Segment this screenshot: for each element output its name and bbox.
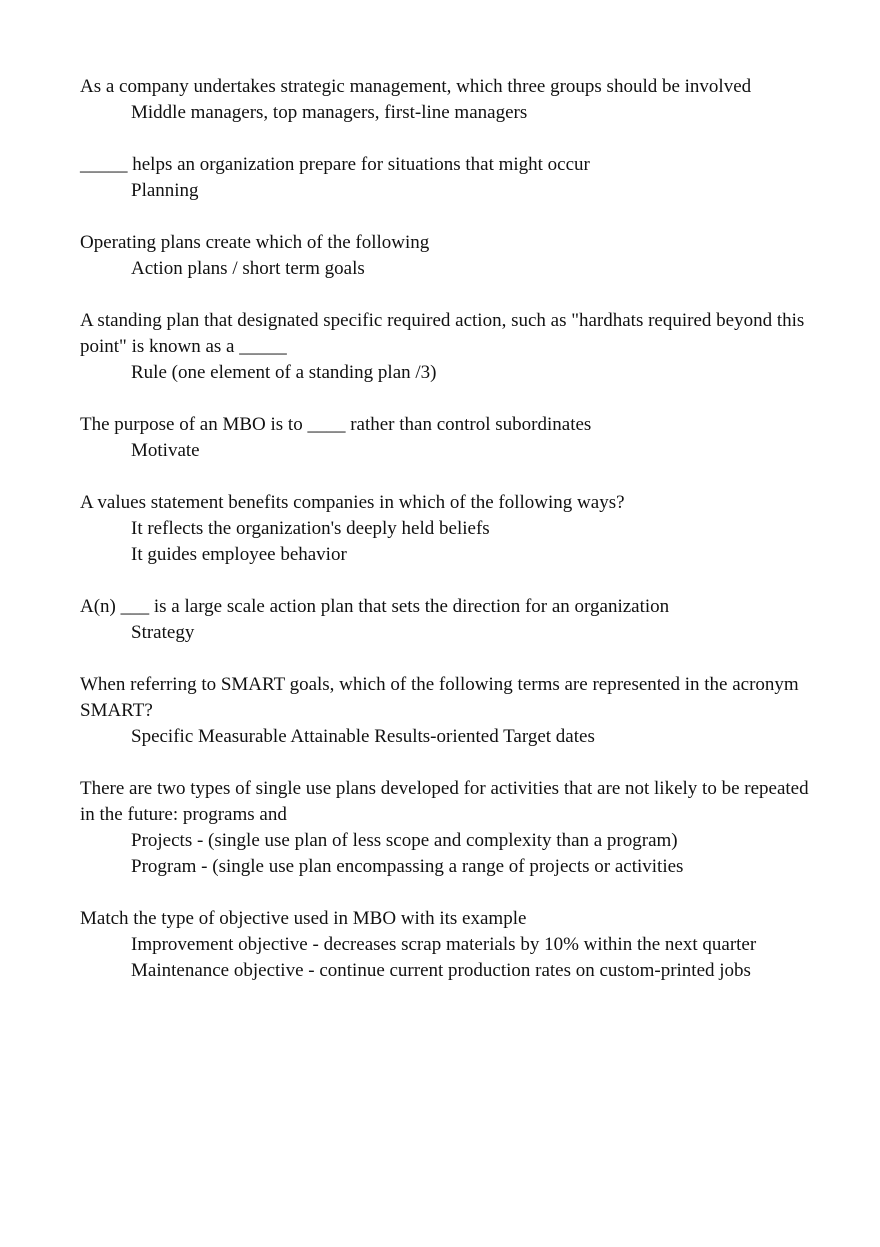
question-text: As a company undertakes strategic management, which three groups should be involved [80,76,752,97]
answer-text: It reflects the organization's deeply held beliefs [131,518,490,539]
qa-item-8 [80,672,820,750]
answer-text: It guides employee behavior [131,544,347,565]
qa-item-9 [80,776,820,880]
question-text: Operating plans create which of the following [80,232,430,253]
question-text: A values statement benefits companies in which of the following ways? [80,492,625,513]
qa-item-2 [80,152,820,204]
qa-item-4 [80,308,820,386]
qa-item-5 [80,412,820,464]
question-text: There are two types of single use plans developed for activities that are not likely to be repeated in the future: programs and [80,778,809,825]
answer-text: Motivate [131,440,200,461]
answer-text: Planning [131,180,199,201]
answer-text: Action plans / short term goals [131,258,365,279]
question-text: Match the type of objective used in MBO with its example [80,908,527,929]
qa-item-10 [80,906,820,984]
question-text: _____ helps an organization prepare for situations that might occur [80,154,590,175]
question-text: When referring to SMART goals, which of the following terms are represented in the acronym SMART? [80,674,799,721]
qa-item-6 [80,490,820,568]
answer-text: Projects - (single use plan of less scope and complexity than a program) [131,830,678,851]
question-text: A standing plan that designated specific required action, such as "hardhats required beyond this point" is known as a _____ [80,310,805,357]
qa-item-3 [80,230,820,282]
question-text: A(n) ___ is a large scale action plan that sets the direction for an organization [80,596,670,617]
answer-text: Rule (one element of a standing plan /3) [131,362,437,383]
qa-item-7 [80,594,820,646]
document-page [80,74,820,1010]
answer-text: Strategy [131,622,195,643]
answer-text: Middle managers, top managers, first-line managers [131,102,528,123]
answer-text: Program - (single use plan encompassing a range of projects or activities [131,856,684,877]
answer-text: Maintenance objective - continue current production rates on custom-printed jobs [131,960,751,981]
qa-item-1 [80,74,820,126]
answer-text: Improvement objective - decreases scrap materials by 10% within the next quarter [131,934,757,955]
question-text: The purpose of an MBO is to ____ rather than control subordinates [80,414,592,435]
answer-text: Specific Measurable Attainable Results-oriented Target dates [131,726,595,747]
